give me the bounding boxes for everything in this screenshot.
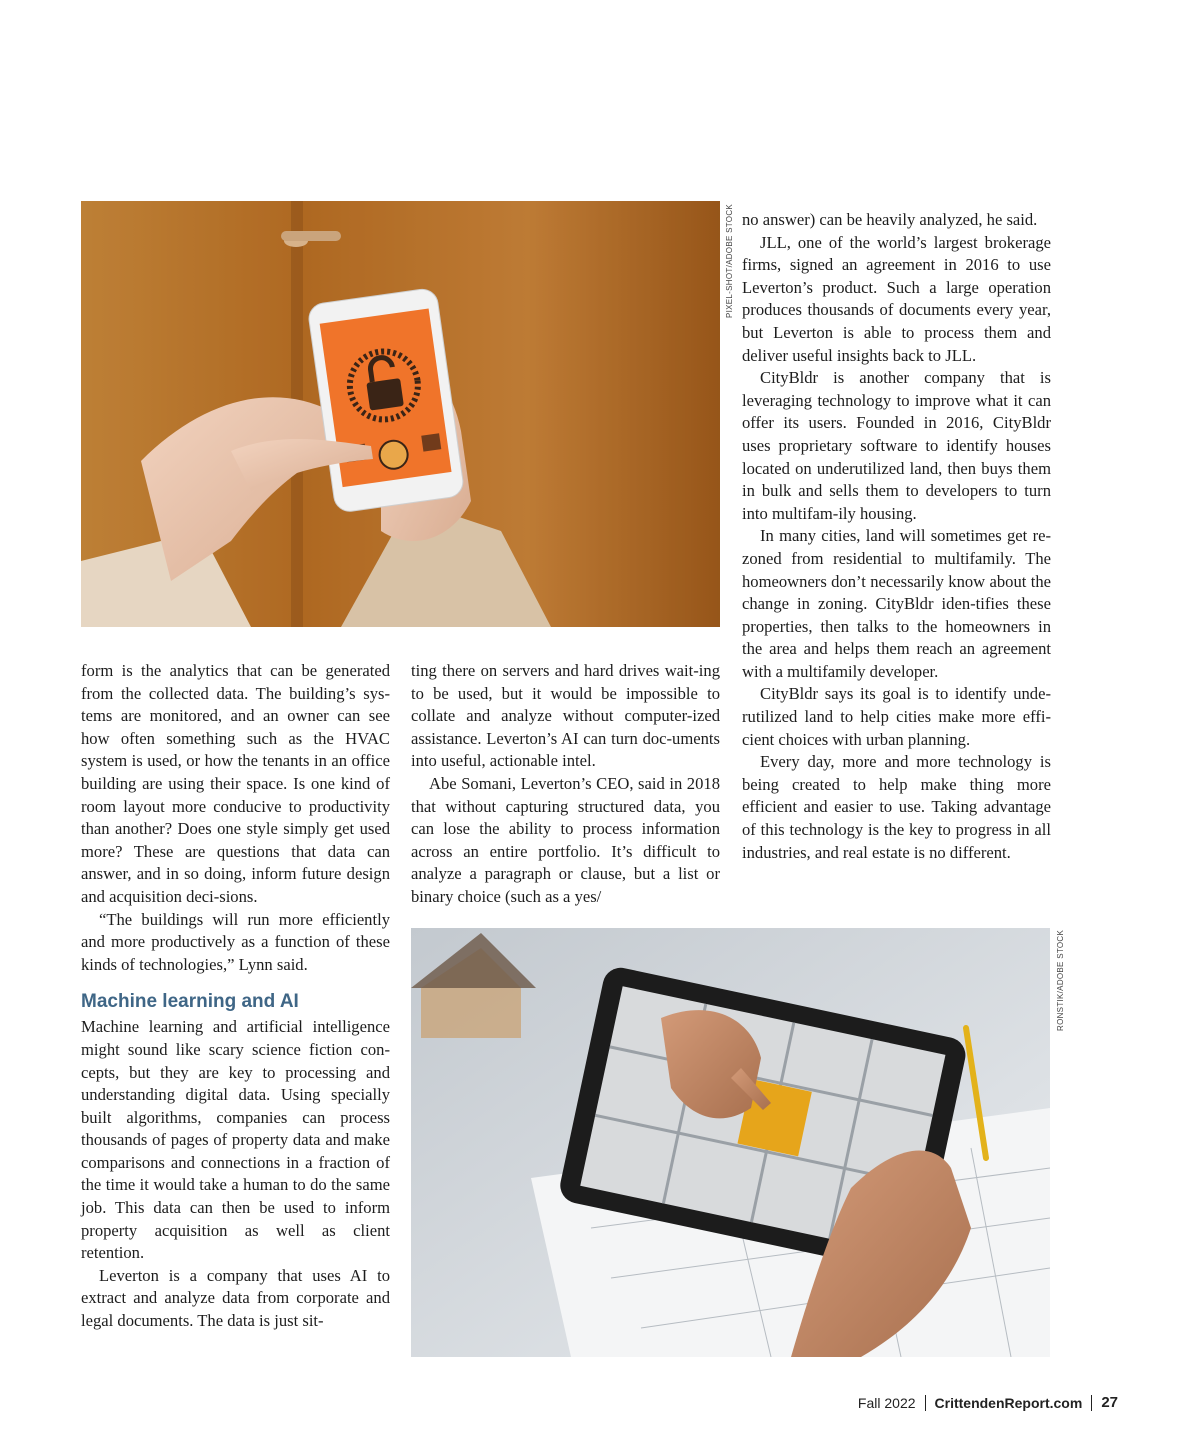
paragraph: Every day, more and more technology is being created to help make thing more efficient and easier to use. Taking advantage of this technology is the key to progress in all industries, and real estate is no different.: [742, 752, 1051, 862]
paragraph: Abe Somani, Leverton’s CEO, said in 2018 that without capturing structured data, you can lose the ability to process information across an entire portfolio. It’s difficult to analyze a paragraph or clause, but a list or binary choice (such as a yes/: [411, 773, 720, 906]
site-name: CrittendenReport.com: [934, 1394, 1083, 1411]
paragraph: CityBldr is another company that is leveraging technology to improve what it can offer its users. Founded in 2016, CityBldr uses proprietary software to identify houses located on underutilized land, then buys them in bulk and sells them to developers to turn into multifam-ily housing.: [742, 368, 1051, 523]
page-footer: [858, 1394, 1118, 1411]
column-left: [81, 660, 390, 1333]
column-right: [742, 209, 1051, 864]
paragraph: “The buildings will run more efficiently and more productively as a function of these kinds of technologies,” Lynn said.: [81, 909, 390, 974]
paragraph: Leverton is a company that uses AI to extract and analyze data from corporate and legal documents. The data is just sit-: [81, 1265, 390, 1331]
smartphone-lock-photo: [81, 201, 720, 627]
paragraph: In many cities, land will sometimes get re-zoned from residential to multifamily. The homeowners don’t necessarily know about the change in zoning. CityBldr iden-tifies these properties, then talks to the homeowners in the area and helps them reach an agreement with a multifamily developer.: [742, 526, 1051, 681]
page-number: 27: [1101, 1394, 1118, 1411]
footer-divider: [1091, 1395, 1092, 1411]
tablet-map-photo: [411, 928, 1050, 1357]
column-middle: [411, 660, 720, 909]
paragraph: CityBldr says its goal is to identify unde-rutilized land to help cities make more effi-cient choices with urban planning.: [742, 684, 1051, 749]
paragraph: JLL, one of the world’s largest brokerage firms, signed an agreement in 2016 to use Leverton’s product. Such a large operation produces thousands of documents every year, but Leverton is able to process them and deliver useful insights back to JLL.: [742, 232, 1051, 365]
issue-label: Fall 2022: [857, 1394, 916, 1411]
paragraph: Machine learning and artificial intelligence might sound like scary science fiction con-cepts, but they are key to processing and understanding digital data. Using specially built algorithms, companies can process thousands of pages of property data and make comparisons and connections in a fraction of the time it would take a human to do the same job. This data can then be used to inform property acquisition as well as client retention.: [81, 1017, 390, 1263]
paragraph: no answer) can be heavily analyzed, he said.: [742, 210, 1038, 229]
photo-credit-top: PIXEL-SHOT/ADOBE STOCK: [725, 203, 734, 318]
photo-credit-bottom: RONSTIK/ADOBE STOCK: [1056, 929, 1065, 1031]
section-subheading: Machine learning and AI: [81, 991, 299, 1013]
footer-divider: [925, 1395, 926, 1411]
paragraph: ting there on servers and hard drives wait-ing to be used, but it would be impossible to collate and analyze without computer-ized assistance. Leverton’s AI can turn doc-uments into useful, actionable intel.: [411, 661, 720, 771]
paragraph: form is the analytics that can be generated from the collected data. The building’s sys-tems are monitored, and an owner can see how often something such as the HVAC system is used, or how the tenants in an office building are using their space. Is one kind of room layout more conducive to productivity than another? Does one style simply get used more? These are questions that data can answer, and in so doing, inform future design and acquisition deci-sions.: [81, 661, 390, 906]
